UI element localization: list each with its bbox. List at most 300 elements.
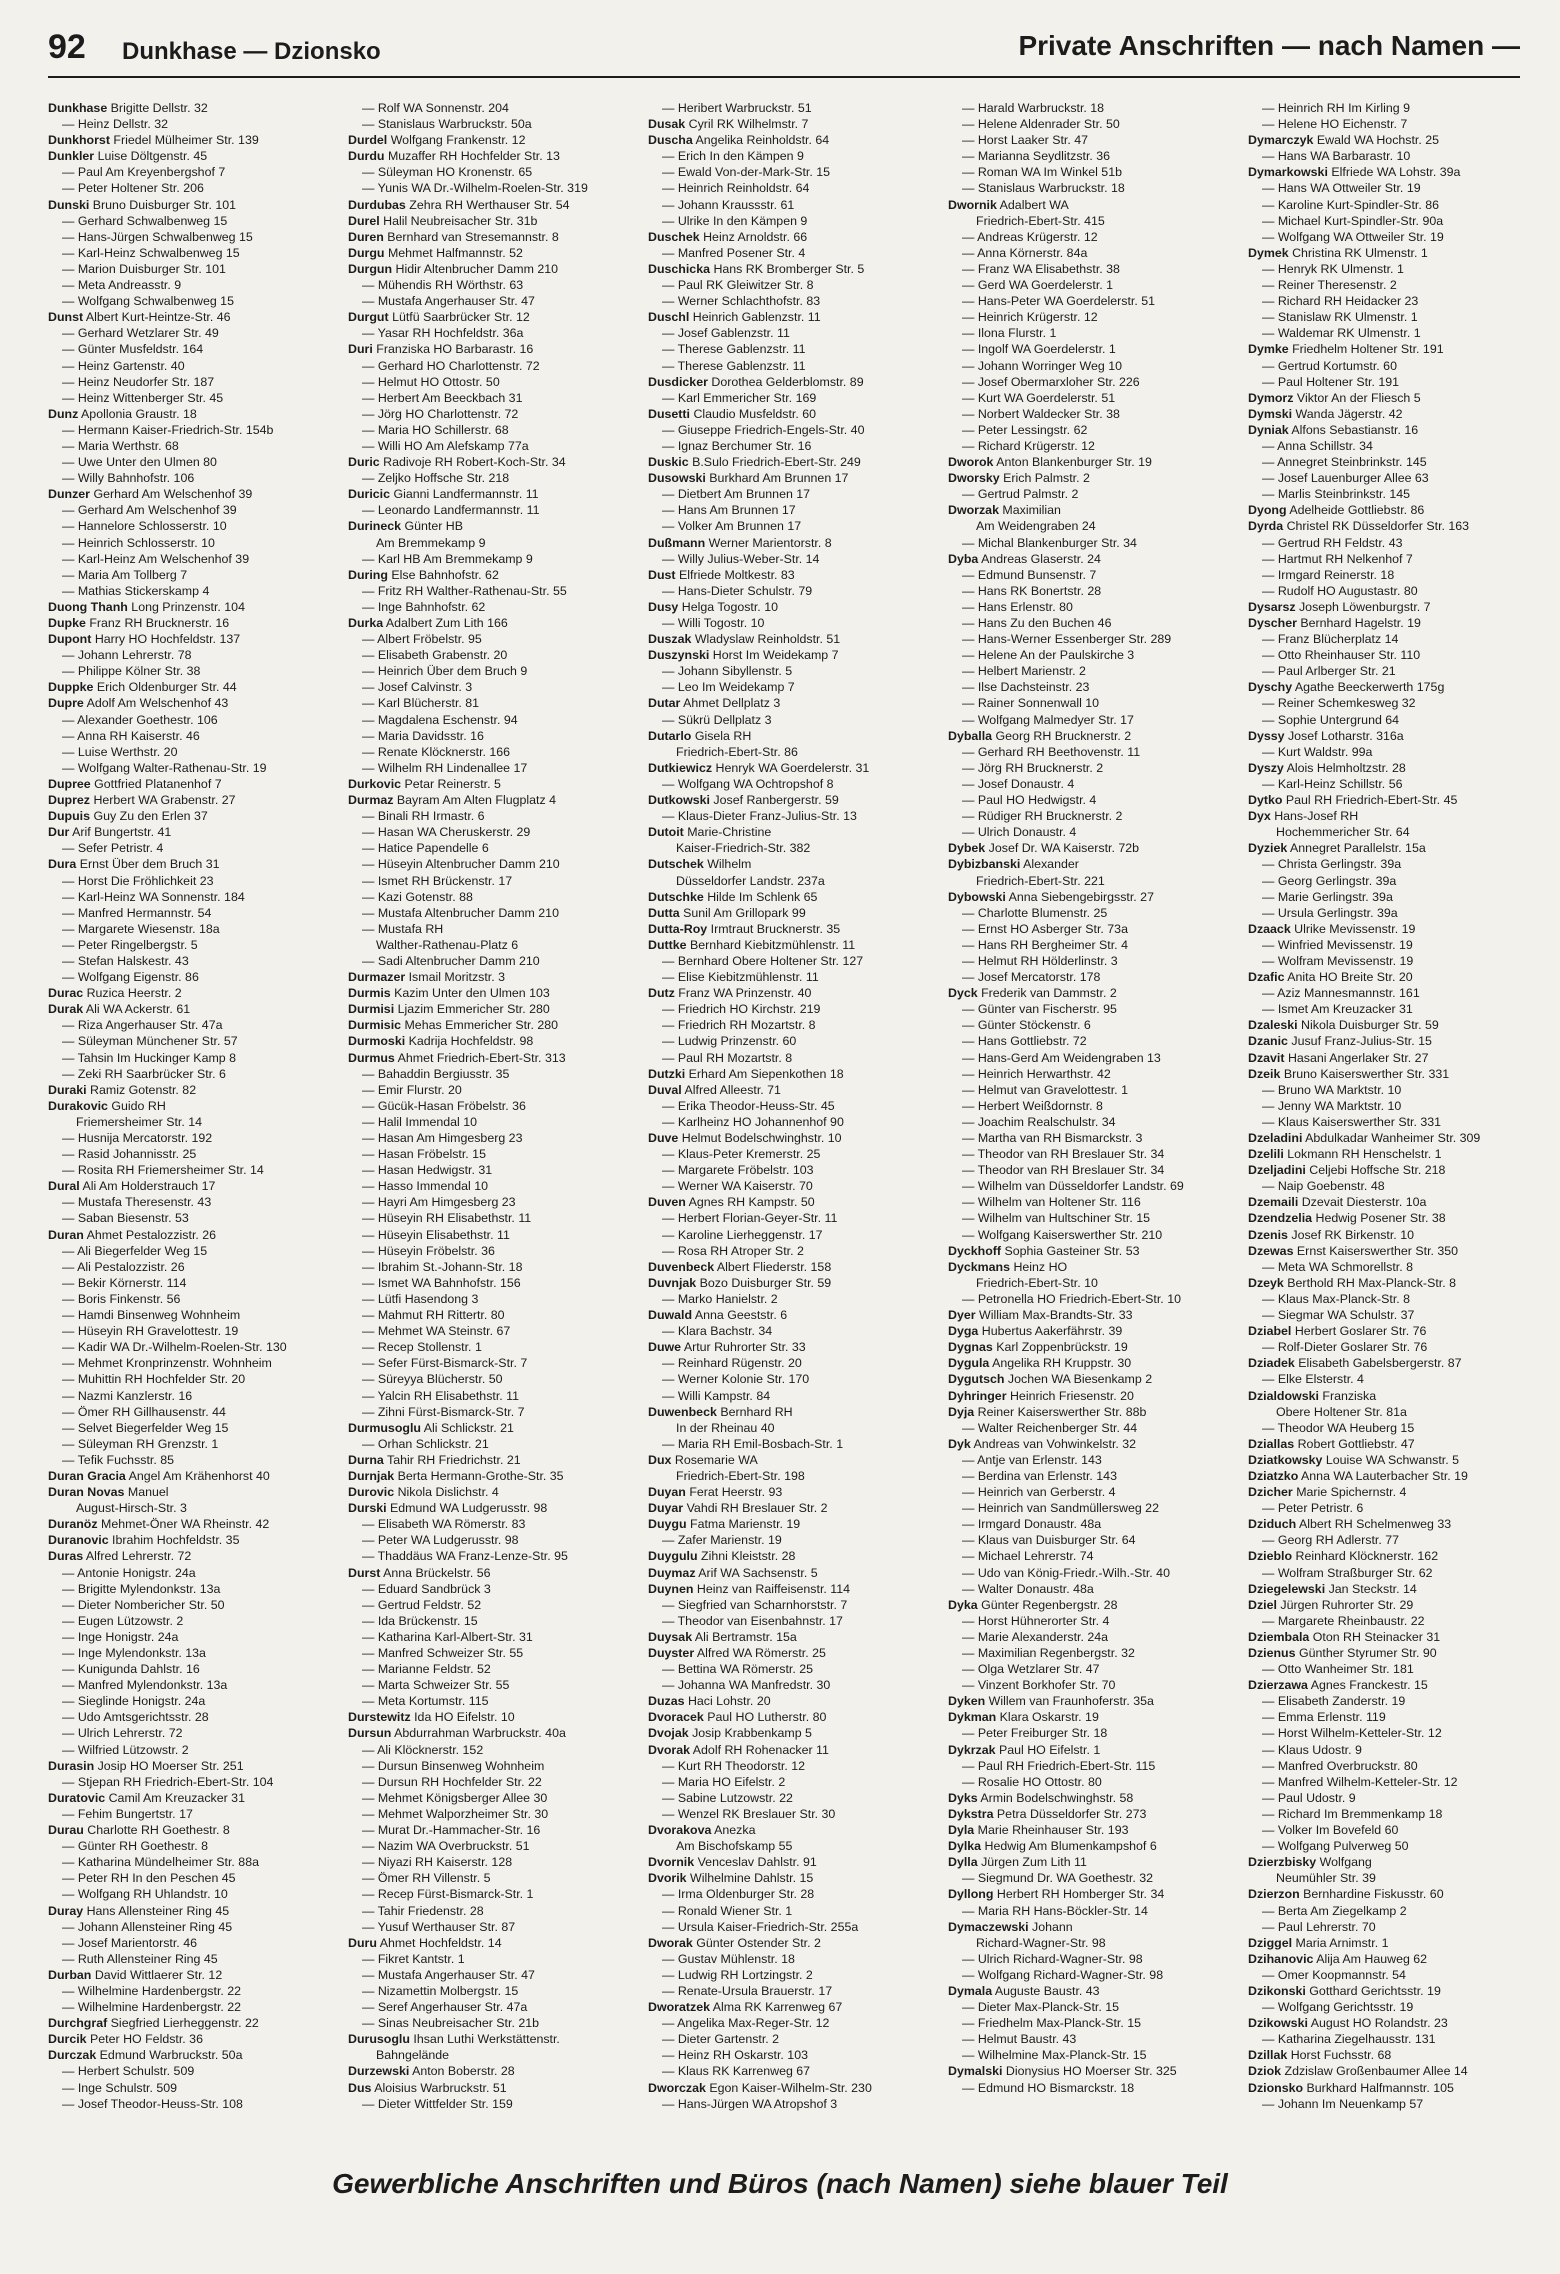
entry-details: Josef Lotharstr. 316a [1287,728,1404,743]
entry-details: — Ismet Am Kreuzacker 31 [1262,1002,1413,1017]
directory-subentry [48,1629,338,1645]
directory-entry-continuation [348,937,638,953]
directory-subentry [348,583,638,599]
entry-details: Herbert RH Homberger Str. 34 [996,1887,1165,1902]
entry-surname: Dural [48,1179,80,1194]
entry-surname: Dyschy [1248,680,1293,695]
directory-subentry [648,1436,938,1452]
entry-surname: Dzeyk [1248,1275,1284,1290]
entry-surname: Duran Novas [48,1485,125,1500]
entry-details: Marie Rheinhauser Str. 193 [977,1823,1129,1838]
entry-details: Albert RH Schelmenweg 33 [1298,1517,1452,1532]
directory-subentry [348,116,638,132]
directory-subentry [348,1323,638,1339]
entry-details: Hedwig Am Blumenkampshof 6 [984,1839,1157,1854]
entry-surname: Durasin [48,1758,95,1773]
entry-details: — Kunigunda Dahlstr. 16 [62,1662,200,1677]
entry-surname: Dybek [948,841,986,856]
directory-subentry [948,1082,1238,1098]
directory-subentry [1248,1709,1528,1725]
directory-entry [948,1597,1238,1613]
entry-details: — Anna Schillstr. 34 [1262,438,1373,453]
directory-subentry [648,180,938,196]
entry-details: — Mustafa Theresenstr. 43 [62,1195,212,1210]
directory-subentry [1248,567,1528,583]
entry-details: Ihsan Luthi Werkstättenstr. [413,2032,560,2047]
entry-details: Franziska HO Barbarastr. 16 [376,342,534,357]
directory-subentry [948,1210,1238,1226]
directory-entry [48,1790,338,1806]
directory-subentry [48,390,338,406]
entry-details: — Bahaddin Bergiusstr. 35 [362,1066,510,1081]
entry-details: — Rosalie HO Ottostr. 80 [962,1774,1102,1789]
directory-subentry [348,1548,638,1564]
directory-subentry [1248,325,1528,341]
entry-details: Erich Oldenburger Str. 44 [96,680,237,695]
entry-details: — Seref Angerhauser Str. 47a [362,2000,528,2015]
entry-details: Herbert Goslarer Str. 76 [1294,1324,1427,1339]
entry-details: — Theodor van RH Breslauer Str. 34 [962,1147,1165,1162]
directory-subentry [48,277,338,293]
entry-details: — Gertrud Palmstr. 2 [962,487,1079,502]
entry-details: Lütfü Saarbrücker Str. 12 [392,310,530,325]
directory-subentry [48,1870,338,1886]
entry-surname: Durmusoglu [348,1420,421,1435]
entry-details: Henryk WA Goerdelerstr. 31 [715,760,870,775]
entry-details: Charlotte RH Goethestr. 8 [87,1823,230,1838]
entry-details: — Helene Aldenrader Str. 50 [962,117,1120,132]
entry-details: Bernhardine Fiskusstr. 60 [1303,1887,1444,1902]
directory-subentry [348,663,638,679]
entry-details: — Josef Gablenzstr. 11 [662,326,790,341]
directory-subentry [948,1098,1238,1114]
entry-details: — Selvet Biegerfelder Weg 15 [62,1420,229,1435]
entry-details: Elfriede Moltkestr. 83 [679,567,795,582]
entry-surname: Durgut [348,310,389,325]
entry-details: — Renate-Ursula Brauerstr. 17 [662,1983,833,1998]
entry-details: Wolfgang Frankenstr. 12 [390,133,526,148]
directory-entry [48,1903,338,1919]
entry-surname: Dymorz [1248,390,1294,405]
directory-entry [1248,518,1528,534]
directory-entry [648,1404,938,1420]
directory-entry [1248,1629,1528,1645]
entry-details: — Peter RH In den Peschen 45 [62,1871,236,1886]
entry-details: Andreas Glaserstr. 24 [981,551,1101,566]
entry-details: Hans-Josef RH [1274,809,1359,824]
entry-surname: Dupont [48,632,92,647]
entry-details: — Husnija Mercatorstr. 192 [62,1131,213,1145]
entry-details: — Inge Honigstr. 24a [62,1629,179,1644]
entry-details: Erhard Am Siepenkothen 18 [688,1066,844,1081]
directory-subentry [1248,438,1528,454]
directory-entry [1248,1146,1528,1162]
entry-surname: During [348,567,388,582]
directory-entry [1248,245,1528,261]
entry-details: — Georg RH Adlerstr. 77 [1262,1533,1400,1548]
directory-entry [948,454,1238,470]
directory-subentry [648,2063,938,2079]
entry-surname: Dunst [48,310,84,325]
entry-details: Ibrahim Hochfeldstr. 35 [112,1533,240,1548]
directory-column-4 [948,100,1238,2160]
entry-details: David Wittlaerer Str. 12 [94,1967,223,1982]
entry-surname: Durczak [48,2048,97,2063]
directory-subentry [348,1194,638,1210]
entry-surname: Duzas [648,1694,685,1709]
directory-subentry [48,1838,338,1854]
entry-details: — Berta Am Ziegelkamp 2 [1262,1903,1407,1918]
entry-details: — Dursun RH Hochfelder Str. 22 [362,1774,542,1789]
entry-details: Werner Marientorstr. 8 [708,535,832,550]
directory-subentry [48,213,338,229]
directory-subentry [1248,1613,1528,1629]
directory-entry [1248,1581,1528,1597]
directory-entry [648,374,938,390]
directory-entry [48,486,338,502]
entry-details: Tahir RH Friedrichstr. 21 [387,1452,521,1467]
entry-details: — Angelika Max-Reger-Str. 12 [662,2016,830,2031]
entry-details: — Karl HB Am Bremmekamp 9 [362,551,533,566]
entry-surname: Dzieblo [1248,1549,1293,1564]
entry-details: — Günter Stöckenstr. 6 [962,1018,1091,1033]
entry-details: — Karl-Heinz Am Welschenhof 39 [62,551,250,566]
entry-details: — Katharina Mündelheimer Str. 88a [62,1855,259,1870]
entry-details: Ali Schlickstr. 21 [423,1420,514,1435]
directory-subentry [348,180,638,196]
directory-subentry [48,1355,338,1371]
directory-subentry [48,969,338,985]
directory-subentry [1248,229,1528,245]
entry-details: — Klaus van Duisburger Str. 64 [962,1533,1136,1548]
entry-details: — Günter van Fischerstr. 95 [962,1002,1117,1017]
entry-details: Agnes Franckestr. 15 [1310,1678,1428,1693]
entry-details: — Helene HO Eichenstr. 7 [1262,117,1408,132]
directory-entry [648,2080,938,2096]
directory-subentry [948,293,1238,309]
entry-details: Günther Styrumer Str. 90 [1298,1646,1437,1660]
directory-subentry [948,2047,1238,2063]
entry-details: Horst Im Weidekamp 7 [712,648,839,663]
directory-subentry [348,1259,638,1275]
entry-details: — Elise Kiebitzmühlenstr. 11 [662,970,819,985]
entry-details: Aloisius Warbruckstr. 51 [374,2080,507,2095]
entry-details: — Friedrich RH Mozartstr. 8 [662,1018,816,1033]
entry-details: — Inge Bahnhofstr. 62 [362,599,486,614]
directory-entry [48,856,338,872]
entry-details: — Manfred Schweizer Str. 55 [362,1646,524,1660]
entry-details: Friemersheimer Str. 14 [76,1114,203,1129]
entry-details: — Horst Hühnerorter Str. 4 [962,1613,1110,1628]
entry-details: — Reinhard Rügenstr. 20 [662,1356,802,1371]
directory-subentry [648,213,938,229]
entry-details: — Süleyman HO Kronenstr. 65 [362,165,533,180]
entry-details: Heinz van Raiffeisenstr. 114 [696,1581,851,1596]
entry-details: — Heinrich RH Im Kirling 9 [1262,101,1411,115]
entry-surname: Dzendzelia [1248,1211,1313,1226]
entry-details: — Hans Zu den Buchen 46 [962,616,1112,630]
directory-entry [648,1259,938,1275]
directory-subentry [348,1806,638,1822]
entry-details: Albert Fliederstr. 158 [716,1259,832,1274]
entry-details: — Elke Elsterstr. 4 [1262,1372,1364,1387]
directory-subentry [648,1919,938,1935]
entry-details: — Stefan Halskestr. 43 [62,953,189,968]
entry-details: Obere Holtener Str. 81a [1276,1404,1407,1419]
entry-details: Jochen WA Biesenkamp 2 [1007,1372,1153,1387]
entry-details: — Karl-Heinz WA Sonnenstr. 184 [62,889,245,904]
directory-subentry [948,792,1238,808]
entry-surname: Dyllong [948,1887,994,1902]
directory-entry [948,728,1238,744]
entry-details: — Ali Biegerfelder Weg 15 [62,1243,208,1258]
entry-details: — Yalcin RH Elisabethstr. 11 [362,1388,520,1403]
directory-subentry [648,1001,938,1017]
entry-details: Anton Blankenburger Str. 19 [996,455,1152,470]
entry-details: — Mehmet Königsberger Allee 30 [362,1790,548,1805]
directory-entry [948,1404,1238,1420]
entry-details: Gotthard Gerichtsstr. 19 [1309,1983,1441,1998]
header-rule [48,76,1520,78]
entry-details: — Herbert Am Beeckbach 31 [362,390,523,405]
directory-entry [1248,2080,1528,2096]
directory-entry [948,1371,1238,1387]
directory-entry [1248,164,1528,180]
directory-entry [948,856,1238,872]
entry-details: Gisela RH [694,728,752,743]
entry-surname: Dutta [648,905,680,920]
entry-details: — Heinrich Über dem Bruch 9 [362,664,528,679]
entry-details: — Wolfgang WA Ochtropshof 8 [662,776,834,791]
entry-details: — Siegmund Dr. WA Goethestr. 32 [962,1871,1153,1886]
entry-details: — Waldemar RK Ulmenstr. 1 [1262,326,1421,341]
entry-details: — Klaus Max-Planck-Str. 8 [1262,1291,1411,1306]
entry-details: — Hans-Peter WA Goerdelerstr. 51 [962,294,1156,309]
entry-surname: Dysarsz [1248,599,1296,614]
entry-details: Ferat Heerstr. 93 [689,1485,783,1500]
entry-details: — Muhittin RH Hochfelder Str. 20 [62,1372,246,1387]
directory-subentry [948,1178,1238,1194]
entry-details: Friedel Mülheimer Str. 139 [113,133,259,148]
entry-details: — Margarete Fröbelstr. 103 [662,1163,814,1178]
entry-details: Kazim Unter den Ulmen 103 [394,986,550,1001]
entry-details: Edmund WA Ludgerusstr. 98 [390,1501,548,1516]
name-range: Dunkhase — Dzionsko [122,38,381,65]
entry-details: — Sieglinde Honigstr. 24a [62,1694,206,1709]
entry-surname: Durka [348,616,384,630]
entry-details: Ewald WA Hochstr. 25 [1316,133,1440,148]
entry-details: Agnes RH Kampstr. 50 [688,1195,815,1210]
directory-entry [348,2063,638,2079]
entry-details: — Hüseyin RH Elisabethstr. 11 [362,1211,532,1226]
entry-details: Nikola Duisburger Str. 59 [1301,1018,1439,1033]
entry-details: — Heinz Wittenberger Str. 45 [62,390,224,405]
directory-entry [1248,1484,1528,1500]
entry-surname: Duszynski [648,648,710,663]
entry-details: Burkhard Am Brunnen 17 [709,471,849,486]
directory-entry-continuation [948,1935,1238,1951]
entry-details: — Paul RK Gleiwitzer Str. 8 [662,278,814,293]
entry-details: Berthold RH Max-Planck-Str. 8 [1287,1275,1456,1290]
directory-subentry [948,776,1238,792]
directory-entry [348,197,638,213]
directory-subentry [648,1323,938,1339]
directory-subentry [648,2047,938,2063]
directory-subentry [48,1854,338,1870]
directory-entry [348,245,638,261]
entry-details: — Volker Am Brunnen 17 [662,519,802,534]
directory-subentry [48,502,338,518]
directory-subentry [648,293,938,309]
entry-details: Ali WA Ackerstr. 61 [85,1002,191,1017]
directory-entry [1248,1935,1528,1951]
directory-subentry [48,647,338,663]
entry-details: — Heinz Gartenstr. 40 [62,358,185,373]
directory-entry [348,2031,638,2047]
entry-surname: Dzaack [1248,921,1291,936]
entry-surname: Duong Thanh [48,599,128,614]
entry-details: — Winfried Mevissenstr. 19 [1262,937,1413,952]
entry-details: — Siegmar WA Schulstr. 37 [1262,1308,1415,1323]
entry-details: — Emma Erlenstr. 119 [1262,1710,1386,1725]
entry-details: Hilde Im Schlenk 65 [707,889,818,904]
entry-details: Adalbert Zum Lith 166 [385,616,508,630]
entry-details: — Heinz Neudorfer Str. 187 [62,374,215,389]
entry-details: — Recep Stollenstr. 1 [362,1340,482,1355]
entry-surname: Dzialdowski [1248,1388,1319,1403]
entry-details: — Katharina Karl-Albert-Str. 31 [362,1629,533,1644]
entry-surname: Dyks [948,1790,978,1805]
directory-subentry [1248,1259,1528,1275]
entry-details: — Richard RH Heidacker 23 [1262,294,1419,309]
entry-details: Louise WA Schwanstr. 5 [1325,1452,1459,1467]
directory-entry [648,1082,938,1098]
directory-entry [948,1323,1238,1339]
entry-details: — Annegret Steinbrinkstr. 145 [1262,455,1427,470]
entry-surname: Dutschke [648,889,704,904]
entry-details: — Peter Petristr. 6 [1262,1501,1364,1516]
directory-entry [648,728,938,744]
entry-details: — Wilhelm van Holtener Str. 116 [962,1195,1141,1210]
directory-subentry [948,969,1238,985]
entry-surname: Duray [48,1903,84,1918]
directory-subentry [648,615,938,631]
entry-details: Arif Bungertstr. 41 [72,825,172,840]
entry-details: Heinrich Gablenzstr. 11 [692,310,821,325]
entry-details: — Josef Donaustr. 4 [962,776,1075,791]
directory-subentry [1248,309,1528,325]
directory-entry [348,1452,638,1468]
entry-details: — Murat Dr.-Hammacher-Str. 16 [362,1823,541,1838]
entry-surname: Dusowski [648,471,706,486]
directory-subentry [948,1420,1238,1436]
entry-details: — Dietbert Am Brunnen 17 [662,487,811,502]
entry-details: Jusuf Franz-Julius-Str. 15 [1291,1034,1432,1049]
directory-entry [1248,792,1528,808]
directory-subentry [348,1388,638,1404]
directory-subentry [648,1210,938,1226]
entry-surname: Durgu [348,245,385,260]
entry-details: — Ali Pestalozzistr. 26 [62,1259,185,1274]
directory-subentry [1248,695,1528,711]
entry-details: — Josef Lauenburger Allee 63 [1262,471,1429,486]
directory-subentry [948,1532,1238,1548]
directory-entry [48,1178,338,1194]
directory-entry [1248,728,1528,744]
directory-subentry [48,1259,338,1275]
entry-surname: Dzicher [1248,1485,1293,1500]
entry-details: Alfons Sebastianstr. 16 [1291,422,1419,437]
entry-surname: Duvnjak [648,1275,697,1290]
directory-subentry [48,1886,338,1902]
entry-details: Zdzislaw Großenbaumer Allee 14 [1284,2064,1468,2079]
entry-details: — Wolfram Mevissenstr. 19 [1262,953,1414,968]
entry-details: — Wolfgang Kaiserswerther Str. 210 [962,1227,1163,1242]
entry-surname: Dygutsch [948,1372,1005,1387]
directory-subentry [648,422,938,438]
entry-surname: Dziok [1248,2064,1282,2079]
directory-subentry [48,1999,338,2015]
directory-subentry [48,358,338,374]
directory-entry [648,760,938,776]
entry-surname: Dvornik [648,1855,695,1870]
directory-entry [648,792,938,808]
entry-details: — Wilfried Lützowstr. 2 [62,1742,189,1757]
entry-details: Petra Düsseldorfer Str. 273 [996,1806,1147,1821]
directory-subentry [348,374,638,390]
entry-details: — Ludwig RH Lortzingstr. 2 [662,1967,813,1982]
entry-details: — Theodor van Eisenbahnstr. 17 [662,1613,843,1628]
entry-details: Andreas van Vohwinkelstr. 32 [973,1436,1137,1451]
directory-subentry [48,1742,338,1758]
directory-subentry [1248,358,1528,374]
entry-surname: Dutz [648,986,675,1001]
directory-subentry [48,1050,338,1066]
directory-subentry [648,164,938,180]
entry-details: Hubertus Aakerfährstr. 39 [981,1324,1123,1339]
directory-subentry [48,1645,338,1661]
entry-details: Manuel [127,1485,169,1500]
directory-subentry [48,1388,338,1404]
directory-subentry [948,1033,1238,1049]
directory-subentry [948,599,1238,615]
directory-subentry [648,486,938,502]
directory-entry [648,229,938,245]
entry-details: — Heinrich Krügerstr. 12 [962,310,1098,325]
directory-subentry [648,1806,938,1822]
entry-details: Joseph Löwenburgstr. 7 [1298,599,1431,614]
directory-subentry [348,1082,638,1098]
entry-surname: Dziggel [1248,1935,1293,1950]
entry-surname: Durcik [48,2032,87,2047]
entry-details: — Gerhard Am Welschenhof 39 [62,503,237,518]
directory-entry [348,567,638,583]
directory-entry [648,889,938,905]
entry-details: — Hans RH Bergheimer Str. 4 [962,937,1128,952]
entry-surname: Duskic [648,455,689,470]
directory-entry [48,792,338,808]
entry-surname: Duval [648,1082,682,1097]
entry-details: — Paul Am Kreyenbergshof 7 [62,165,226,180]
entry-details: — Gerhard RH Beethovenstr. 11 [962,744,1141,759]
entry-details: — Nazim WA Overbruckstr. 51 [362,1839,530,1854]
entry-details: Irmtraut Brucknerstr. 35 [710,921,841,936]
entry-details: — Klaus-Peter Kremerstr. 25 [662,1147,821,1162]
directory-entry [48,1967,338,1983]
entry-details: — Heinrich van Sandmüllersweg 22 [962,1501,1159,1516]
entry-details: Egon Kaiser-Wilhelm-Str. 230 [709,2080,872,2095]
entry-surname: Dykman [948,1710,997,1725]
